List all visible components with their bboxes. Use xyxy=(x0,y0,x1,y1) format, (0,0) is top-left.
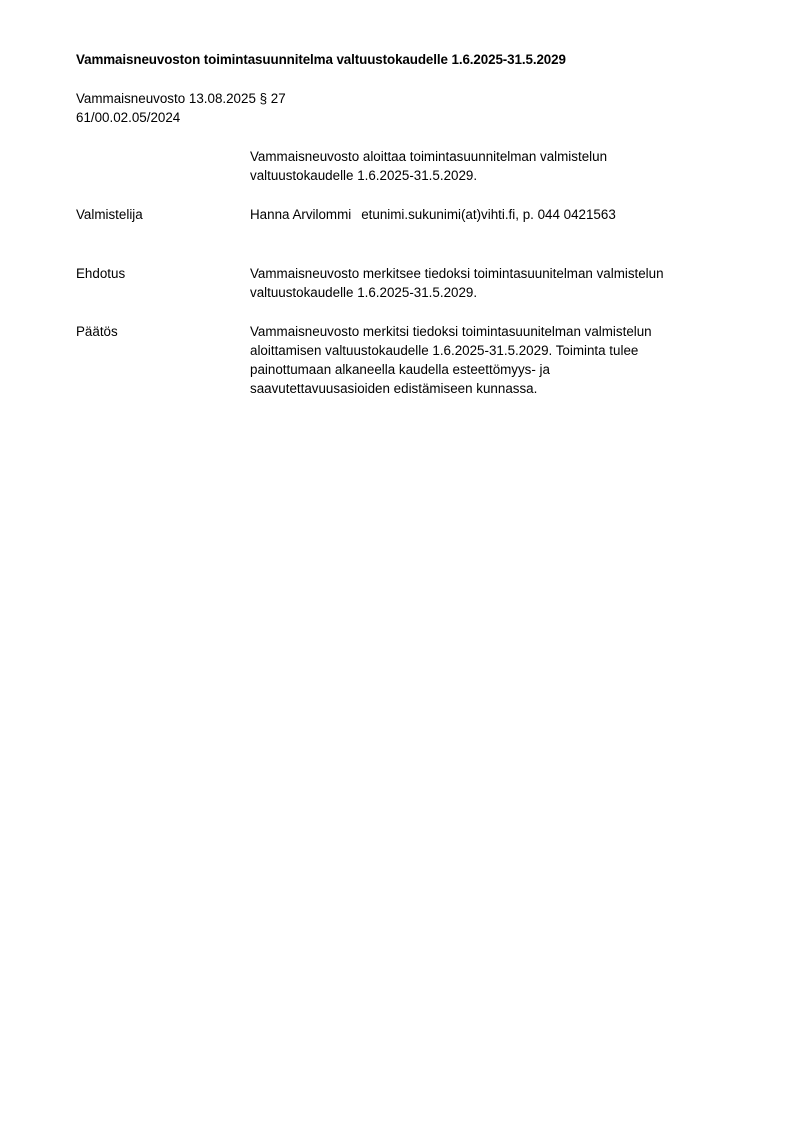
intro-line: valtuustokaudelle 1.6.2025-31.5.2029. xyxy=(250,168,478,183)
paatos-line: Vammaisneuvosto merkitsi tiedoksi toimintasuunitelman valmistelun xyxy=(250,324,652,339)
valmistelija-contact: etunimi.sukunimi(at)vihti.fi, p. 044 0421563 xyxy=(361,207,616,222)
intro-line: Vammaisneuvosto aloittaa toimintasuunnitelman valmistelun xyxy=(250,149,608,164)
meeting-meta xyxy=(76,89,286,127)
valmistelija-content xyxy=(250,205,726,224)
ehdotus-line: valtuustokaudelle 1.6.2025-31.5.2029. xyxy=(250,285,478,300)
document-title: Vammaisneuvoston toimintasuunnitelma valtuustokaudelle 1.6.2025-31.5.2029 xyxy=(76,52,566,67)
paatos-text xyxy=(250,322,726,398)
valmistelija-label: Valmistelija xyxy=(76,207,143,222)
meeting-reference: Vammaisneuvosto 13.08.2025 § 27 xyxy=(76,91,286,106)
valmistelija-name: Hanna Arvilommi xyxy=(250,207,352,222)
diary-number: 61/00.02.05/2024 xyxy=(76,110,181,125)
intro-text xyxy=(250,147,726,185)
ehdotus-line: Vammaisneuvosto merkitsee tiedoksi toimintasuunitelman valmistelun xyxy=(250,266,664,281)
paatos-label: Päätös xyxy=(76,324,118,339)
paatos-line: saavutettavuusasioiden edistämiseen kunnassa. xyxy=(250,381,538,396)
ehdotus-text xyxy=(250,264,726,302)
ehdotus-label: Ehdotus xyxy=(76,266,126,281)
paatos-line: painottumaan alkaneella kaudella esteettömyys- ja xyxy=(250,362,550,377)
paatos-line: aloittamisen valtuustokaudelle 1.6.2025-31.5.2029. Toiminta tulee xyxy=(250,343,639,358)
